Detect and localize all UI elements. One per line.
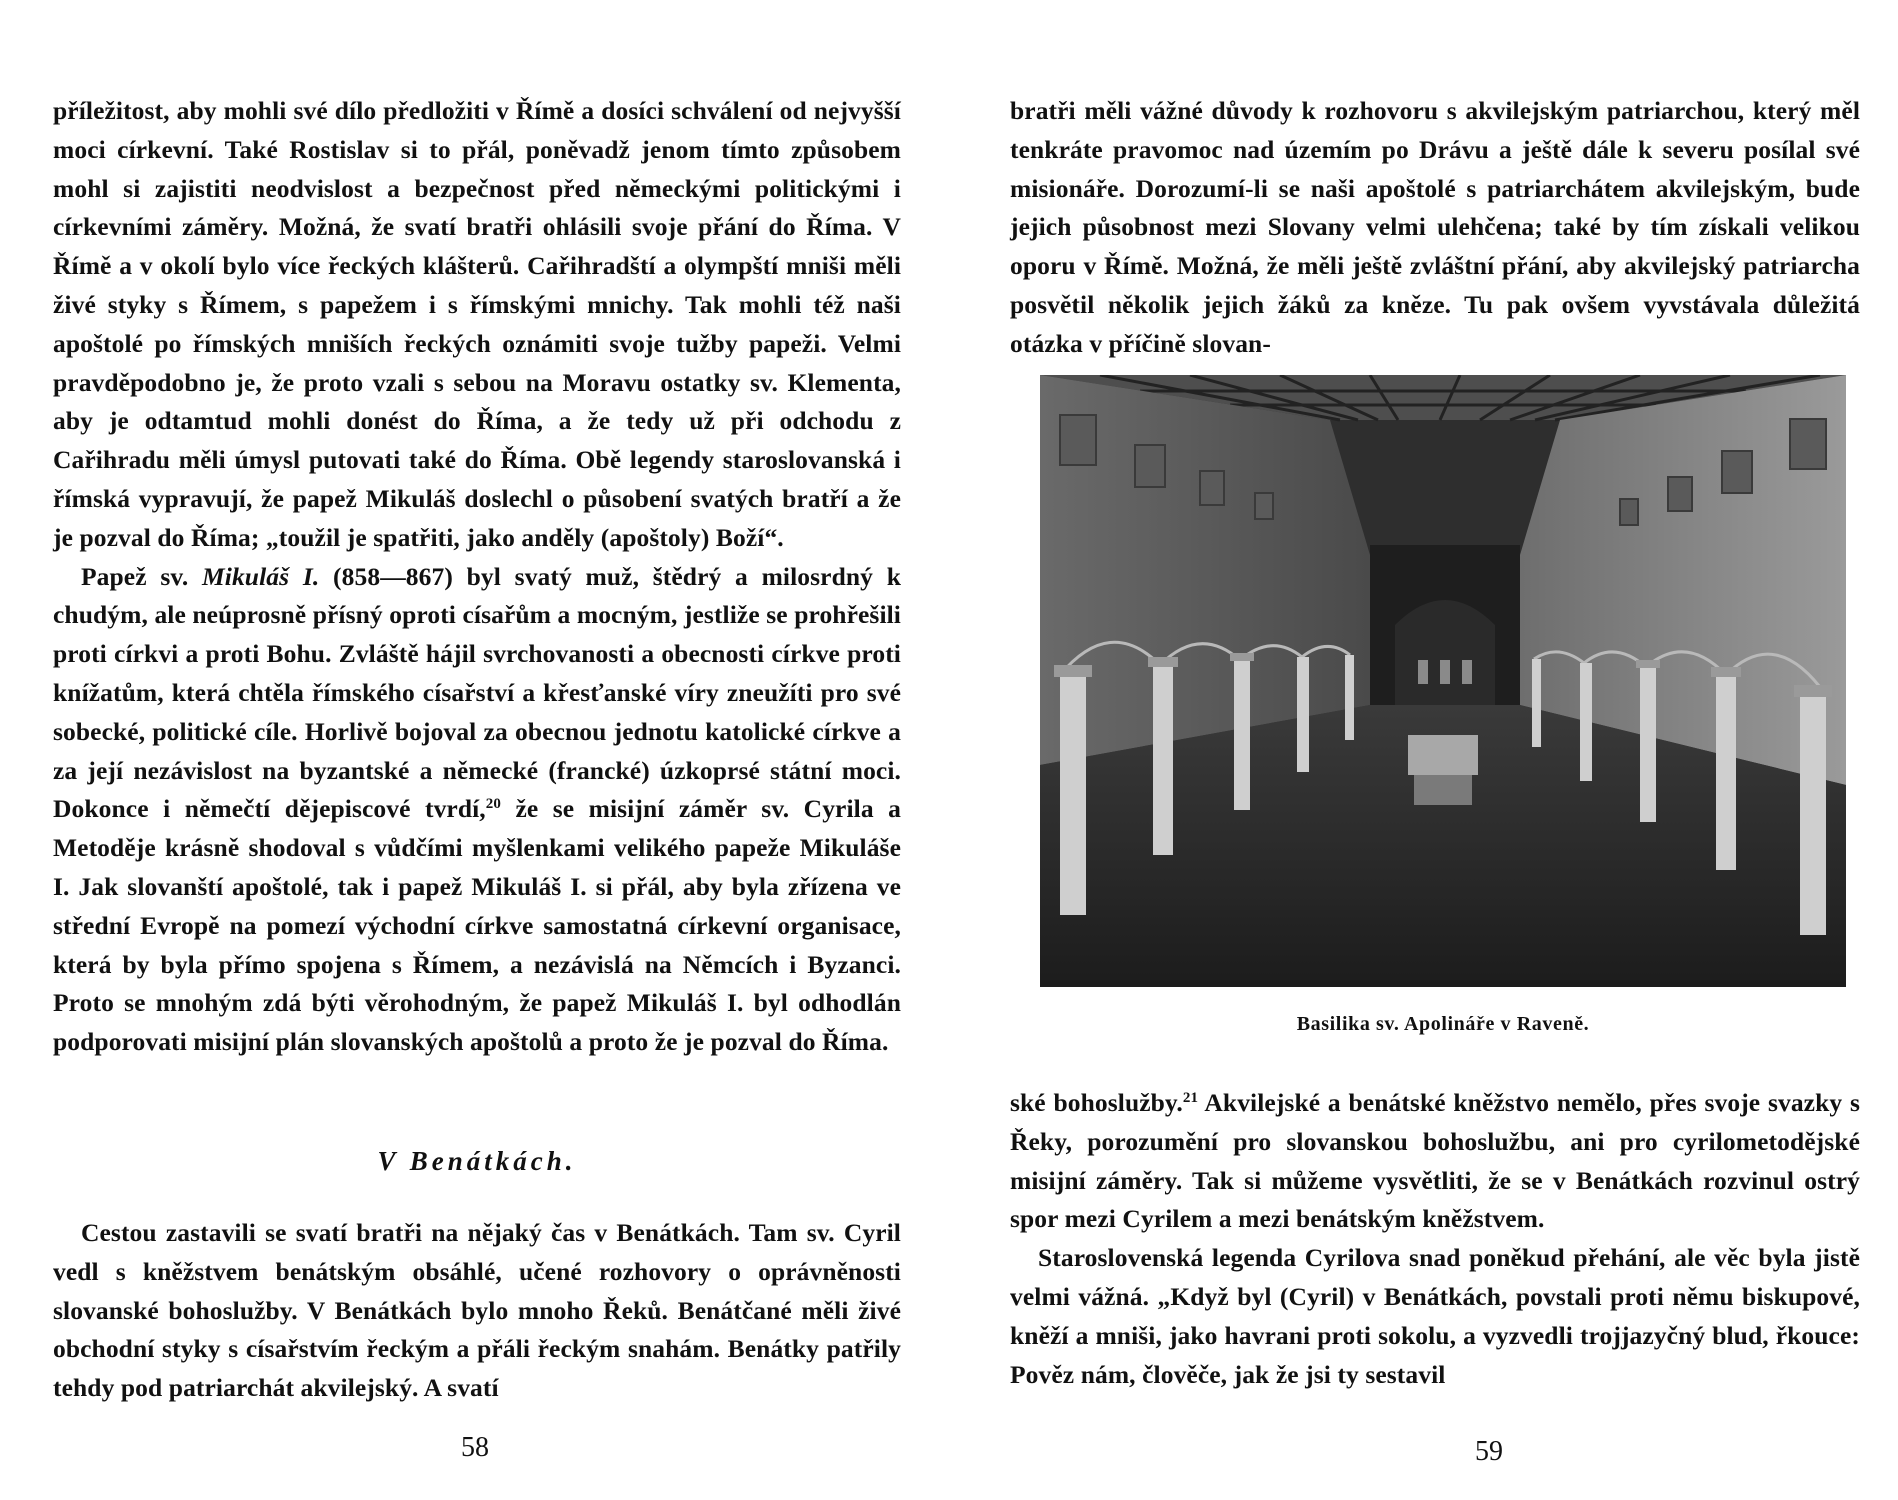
right-paragraph-2-end: Akvilejské a benátské kněžstvo nemělo, přes svoje svazky s Řeky, porozumění pro slovanskou bohoslužbu, ani pro cyrilometodějské misijní záměry. Tak si můžeme vysvětliti, že se v Benátkách rozvinul ostrý spor mezi Cyrilem a mezi benátským kněžstvem. (1010, 1088, 1860, 1234)
section-heading: V Benátkách. (377, 1146, 577, 1176)
basilica-illustration (1040, 375, 1846, 987)
figure-caption: Basilika sv. Apolináře v Raveně. (1296, 1013, 1590, 1035)
right-text-top (1010, 92, 1860, 364)
left-text-bottom (53, 1214, 901, 1408)
left-paragraph-2-mid: (858—867) byl svatý muž, štědrý a milosrdný k chudým, ale neúprosně přísný oproti císařům a mocným, jestliže se prohřešili proti církvi a proti Bohu. Zvláště hájil svrchovanosti a obecnosti církve proti knížatům, která chtěla římského císařství a křesťanské víry zneužíti pro své sobecké, politické cíle. Horlivě bojoval za obecnou jednotu katolické církve a za její nezávislost na byzantské a německé (francké) úzkoprsé státní moci. Dokonce i němečtí dějepiscové tvrdí, (53, 561, 901, 824)
right-text-bottom (1010, 1084, 1860, 1394)
left-paragraph-2-end: že se misijní záměr sv. Cyrila a Metoděje krásně shodoval s vůdčími myšlenkami velikého papeže Mikuláše I. Jak slovanští apoštolé, tak i papež Mikuláš I. si přál, aby byla zřízena ve střední Evropě na pomezí východní církve samostatná církevní organisace, která by byla přímo spojena s Římem, a nezávislá na Němcích i Byzanci. Proto se mnohým zdá býti věrohodným, že papež Mikuláš I. byl odhodlán podporovati misijní plán slovanských apoštolů a proto že je pozval do Říma. (53, 794, 901, 1057)
right-paragraph-2 (1010, 1084, 1860, 1239)
left-text-top (53, 92, 901, 1062)
right-paragraph-2-start: ské bohoslužby. (1010, 1088, 1183, 1117)
basilica-photo (1040, 375, 1846, 987)
left-paragraph-3: Cestou zastavili se svatí bratři na nějaký čas v Benátkách. Tam sv. Cyril vedl s kněžstvem benátským obsáhlé, učené rozhovory o oprávněnosti slovanské bohoslužby. V Benátkách bylo mnoho Řeků. Benátčané měli živé obchodní styky s císařstvím řeckým a přáli řeckým snahám. Benátky patřily tehdy pod patriarchát akvilejský. A svatí (53, 1218, 901, 1403)
page-number-right: 59 (1475, 1436, 1503, 1467)
left-paragraph-2 (53, 558, 901, 1062)
right-paragraph-3: Staroslovenská legenda Cyrilova snad poněkud přehání, ale věc byla jistě velmi vážná. „Když byl (Cyril) v Benátkách, povstali proti němu biskupové, kněží a mniši, jako havrani proti sokolu, a vyzvedli trojjazyčný blud, řkouce: Pověz nám, člověče, jak že jsi ty sestavil (1010, 1243, 1860, 1389)
pope-name-italic: Mikuláš I. (202, 561, 320, 591)
footnote-ref-21: 21 (1182, 1090, 1199, 1106)
right-paragraph-1: bratři měli vážné důvody k rozhovoru s akvilejským patriarchou, který měl tenkráte pravomoc nad územím po Drávu a ještě dále k severu posílal své misionáře. Dorozumí-li se naši apoštolé s patriarchátem akvilejským, bude jejich působnost mezi Slovany velmi ulehčena; také by tím získali velikou oporu v Římě. Možná, že měli ještě zvláštní přání, aby akvilejský patriarcha posvětil několik jejich žáků za kněze. Tu pak ovšem vyvstávala důležitá otázka v příčině slovan- (1010, 96, 1860, 358)
page-number-left: 58 (461, 1432, 489, 1463)
left-paragraph-2-start: Papež sv. (81, 561, 202, 591)
footnote-ref-20: 20 (485, 796, 501, 813)
left-paragraph-1: příležitost, aby mohli své dílo předložiti v Římě a dosíci schválení od nejvyšší moci církevní. Také Rostislav si to přál, poněvadž jenom tímto způsobem mohl si zajistiti neodvislost a bezpečnost před německými politickými i církevními záměry. Možná, že svatí bratři ohlásili svoje přání do Říma. V Římě a v okolí bylo více řeckých klášterů. Cařihradští a olympští mniši měli živé styky s Římem, s papežem i s římskými mnichy. Tak mohli též naši apoštolé po římských mniších řeckých oznámiti svoje tužby papeži. Velmi pravděpodobno je, že proto vzali s sebou na Moravu ostatky sv. Klementa, aby je odtamtud mohli donést do Říma, a že tedy už při odchodu z Cařihradu měli úmysl putovati také do Říma. Obě legendy staroslovanská i římská vypravují, že papež Mikuláš doslechl o působení svatých bratří a že je pozval do Říma; „toužil je spatřiti, jako anděly (apoštoly) Boží“. (53, 96, 901, 552)
